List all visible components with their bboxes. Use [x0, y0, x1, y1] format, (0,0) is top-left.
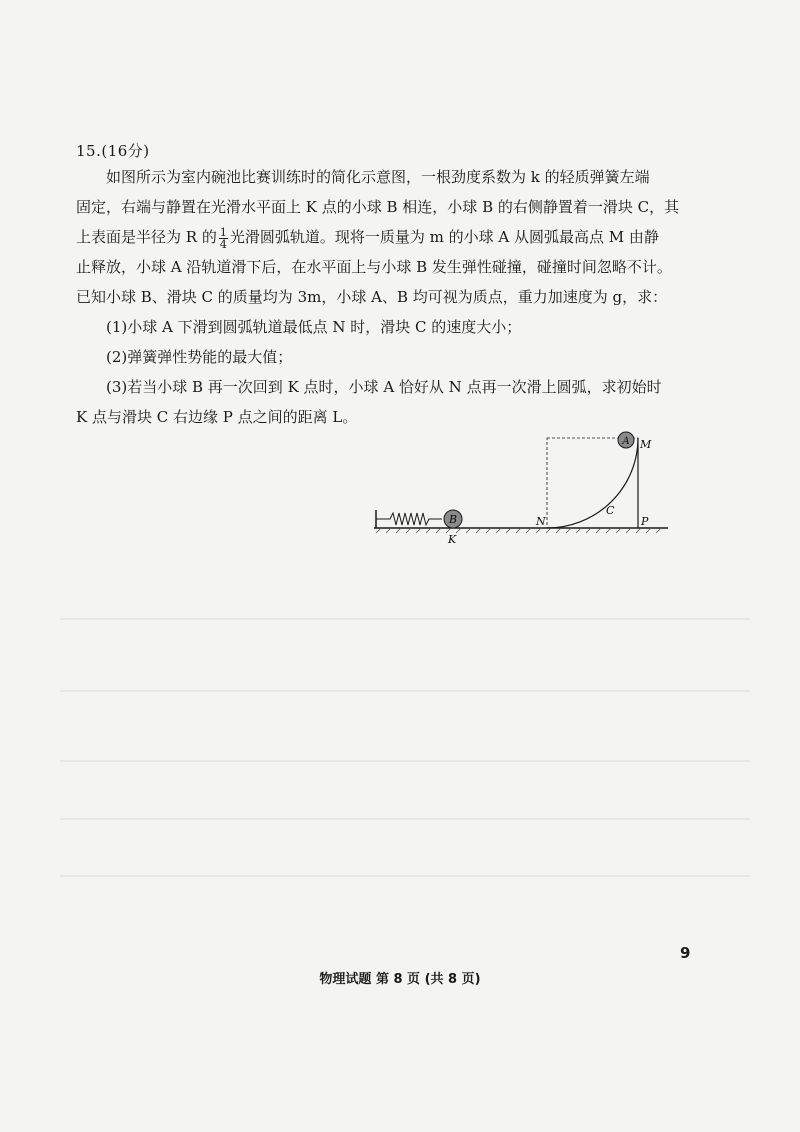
sub-question-3: (3)若当小球 B 再一次回到 K 点时，小球 A 恰好从 N 点再一次滑上圆弧，求初始时: [106, 378, 662, 396]
question-body: [76, 162, 696, 432]
question-line: K 点与滑块 C 右边缘 P 点之间的距离 L。: [76, 408, 358, 426]
question-line: 固定，右端与静置在光滑水平面上 K 点的小球 B 相连，小球 B 的右侧静置着一滑块 C，其: [76, 198, 680, 216]
bleed-through-line: [60, 690, 750, 692]
bleed-through-line: [60, 760, 750, 762]
bleed-through-line: [60, 875, 750, 877]
question-line: 已知小球 B、滑块 C 的质量均为 3m，小球 A、B 均可视为质点，重力加速度为 g，求：: [76, 288, 668, 306]
question-text: 上表面是半径为 R 的: [76, 228, 217, 246]
ball-a: [618, 432, 634, 448]
question-line: 止释放，小球 A 沿轨道滑下后，在水平面上与小球 B 发生弹性碰撞，碰撞时间忽略不计。: [76, 258, 672, 276]
page-footer: 物理试题 第 8 页 (共 8 页): [319, 972, 481, 987]
point-k-label: K: [448, 533, 457, 546]
question-text: 光滑圆弧轨道。现将一质量为 m 的小球 A 从圆弧最高点 M 由静: [229, 228, 659, 246]
point-p-label: P: [641, 515, 649, 528]
ball-b: [444, 510, 462, 528]
question-number: 15.(16分): [76, 142, 150, 160]
fraction-numerator: 1: [219, 225, 227, 239]
question-line: 如图所示为室内碗池比赛训练时的简化示意图，一根劲度系数为 k 的轻质弹簧左端: [106, 168, 650, 186]
bleed-through-line: [60, 618, 750, 620]
spring: [376, 513, 442, 525]
fraction-denominator: 4: [219, 237, 227, 251]
block-c: [547, 438, 638, 528]
sub-question-2: (2)弹簧弹性势能的最大值；: [106, 348, 293, 366]
sub-question-1: (1)小球 A 下滑到圆弧轨道最低点 N 时，滑块 C 的速度大小；: [106, 318, 522, 336]
physics-diagram: [370, 430, 670, 550]
corner-mark: 9: [680, 944, 691, 962]
ball-a-label: A: [622, 436, 630, 447]
question-line-with-fraction: [76, 222, 696, 252]
point-n-label: N: [536, 515, 546, 528]
fraction: [219, 227, 228, 250]
ground: [374, 528, 668, 533]
ball-b-label: B: [448, 513, 458, 526]
point-m-label: M: [640, 438, 652, 451]
bleed-through-line: [60, 818, 750, 820]
block-c-label: C: [606, 504, 615, 517]
